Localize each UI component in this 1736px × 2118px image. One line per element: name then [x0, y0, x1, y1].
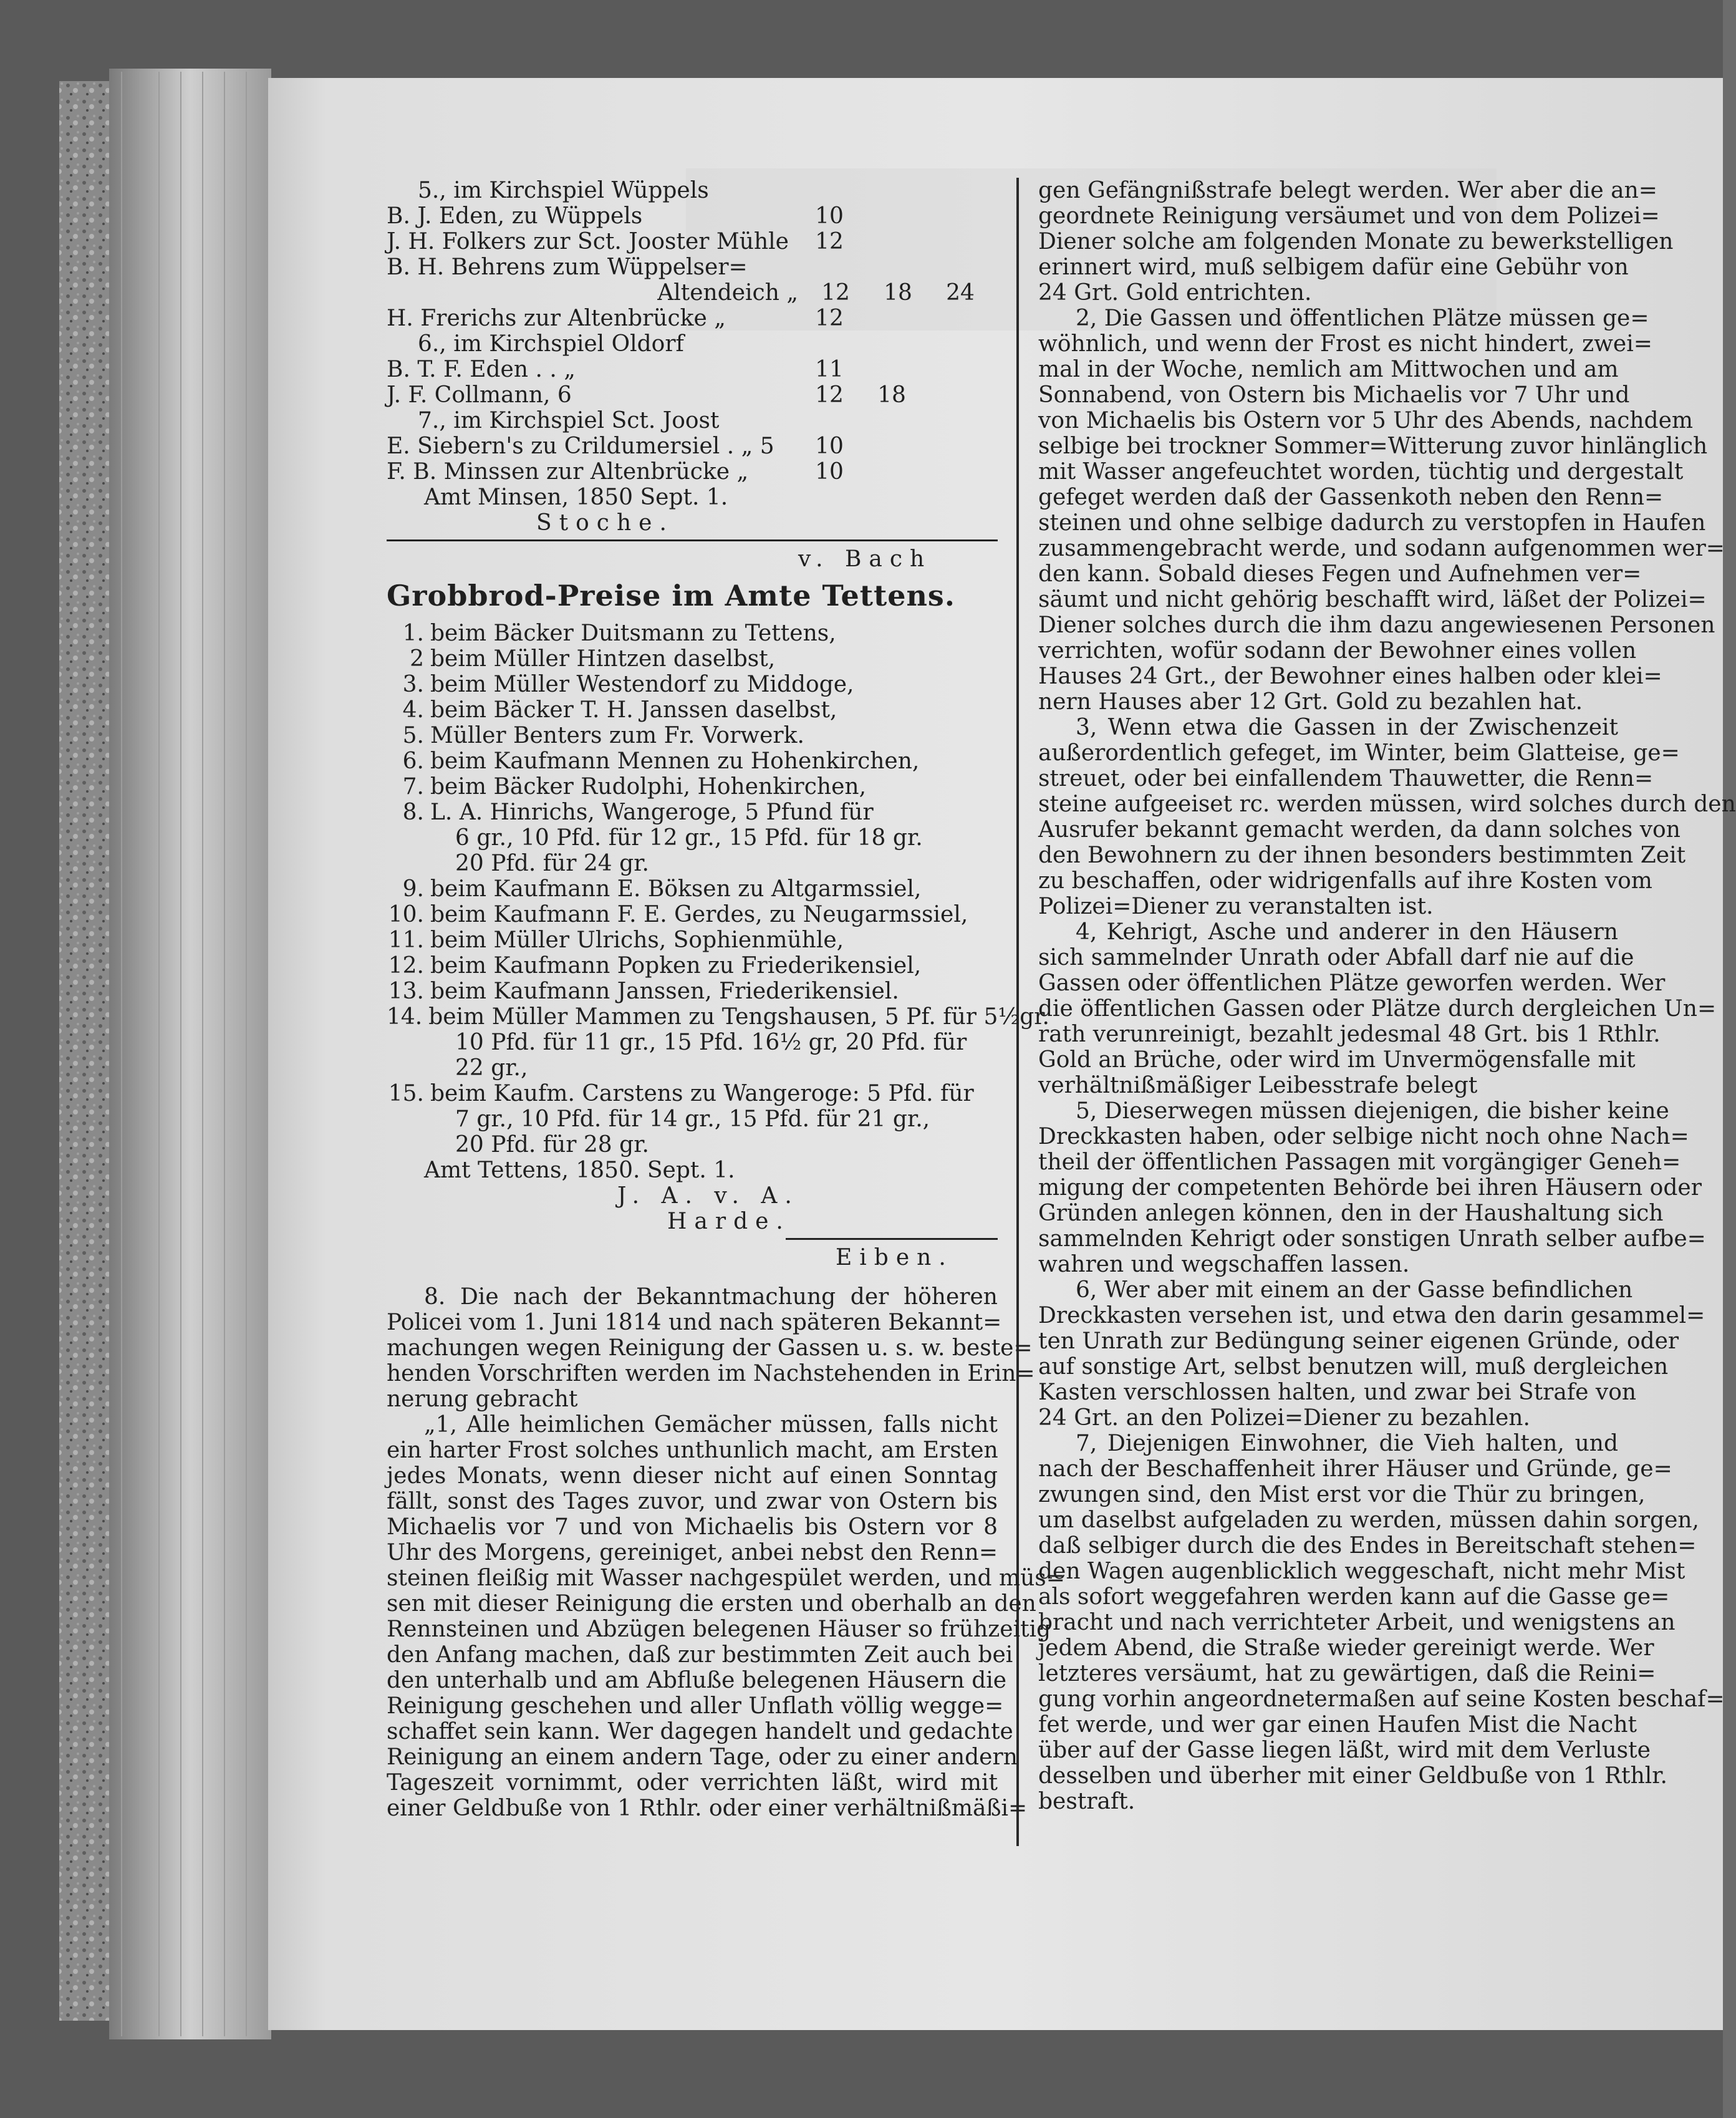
text-line: Gründen anlegen können, den in der Haushaltung sich: [1038, 1201, 1664, 1226]
entry-value: 12: [815, 229, 844, 254]
text-line: Polizei=Diener zu veranstalten ist.: [1038, 894, 1434, 919]
entry-value: [923, 254, 985, 280]
text-line: desselben und überher mit einer Geldbuße von 1 Rthlr.: [1038, 1763, 1667, 1789]
item-number: [387, 1106, 430, 1132]
text-line: den kann. Sobald dieses Fegen und Aufnehmen ver=: [1038, 561, 1642, 587]
list-item: [387, 1055, 998, 1081]
kirchspiel-wueppels: 5., im Kirchspiel Wüppels: [418, 178, 709, 203]
text-line: den Anfang machen, daß zur bestimmten Zeit auch bei: [387, 1642, 1013, 1668]
text-line: theil der öffentlichen Passagen mit vorgängiger Geneh=: [1038, 1149, 1681, 1175]
text-line: Dreckkasten haben, oder selbige nicht noch ohne Nach=: [1038, 1124, 1689, 1149]
text-line: 5, Dieserwegen müssen diejenigen, die bisher keine: [1076, 1098, 1669, 1124]
list-item: [387, 876, 998, 902]
item-number: 1.: [402, 621, 424, 646]
signature-eiben: Eiben.: [836, 1245, 953, 1270]
table-row: [387, 203, 998, 229]
text-line: zusammengebracht werde, und sodann aufgenommen wer=: [1038, 536, 1725, 561]
text-line: Kasten verschlossen halten, und zwar bei Strafe von: [1038, 1380, 1637, 1405]
item-text: beim Müller Westendorf zu Middoge,: [430, 672, 854, 697]
table-row: [387, 306, 998, 331]
list-item: [387, 697, 998, 723]
item-number: 5.: [402, 723, 424, 748]
table-row: [387, 254, 998, 280]
text-line: 24 Grt. Gold entrichten.: [1038, 280, 1312, 306]
text-line: Diener solche am folgenden Monate zu bewerkstelligen: [1038, 229, 1674, 254]
text-line: jedem Abend, die Straße wieder gereinigt werde. Wer: [1038, 1635, 1654, 1661]
text-line: ten Unrath zur Bedüngung seiner eigenen Gründe, oder: [1038, 1328, 1679, 1354]
item-number: 12.: [388, 953, 424, 979]
table-row: [387, 459, 998, 485]
item-text: beim Bäcker T. H. Janssen daselbst,: [430, 697, 837, 723]
item-text: beim Kaufmann E. Böksen zu Altgarmssiel,: [430, 876, 922, 902]
table-b: [387, 357, 998, 408]
list-item: [387, 672, 998, 697]
item-text: beim Kaufmann Popken zu Friederikensiel,: [430, 953, 922, 979]
item-number: 4.: [402, 697, 424, 723]
item-text: 20 Pfd. für 24 gr.: [455, 851, 649, 876]
list-item: [387, 953, 998, 979]
baker-list: [387, 621, 1049, 1158]
text-line: 7, Diejenigen Einwohner, die Vieh halten, und: [1076, 1431, 1618, 1456]
text-line: gung vorhin angeordnetermaßen auf seine Kosten beschaf=: [1038, 1686, 1725, 1712]
text-line: „1, Alle heimlichen Gemächer müssen, falls nicht: [424, 1412, 998, 1438]
text-line: 24 Grt. an den Polizei=Diener zu bezahlen.: [1038, 1405, 1530, 1431]
item-number: 8.: [402, 800, 424, 825]
text-line: Uhr des Morgens, gereiniget, anbei nebst den Renn=: [387, 1540, 998, 1565]
text-line: Diener solches durch die ihm dazu angewiesenen Personen: [1038, 612, 1715, 638]
text-line: streuet, oder bei einfallendem Thauwetter, die Renn=: [1038, 766, 1654, 791]
table-c: [387, 433, 998, 485]
entry-value: [861, 459, 923, 485]
entry-value: [861, 306, 923, 331]
text-line: schaffet sein kann. Wer dagegen handelt und gedachte: [387, 1719, 1013, 1744]
item-number: 7.: [402, 774, 424, 800]
item-text: beim Kaufmann Mennen zu Hohenkirchen,: [430, 748, 920, 774]
item-text: beim Müller Hintzen daselbst,: [430, 646, 776, 672]
entry-value: [923, 382, 985, 408]
text-line: von Michaelis bis Ostern vor 5 Uhr des Abends, nachdem: [1038, 408, 1694, 433]
entry-name: H. Frerichs zur Altenbrücke „: [387, 306, 726, 331]
entry-name: J. H. Folkers zur Sct. Jooster Mühle: [387, 229, 789, 254]
table-row: [387, 357, 998, 382]
list-item: [387, 1132, 998, 1158]
text-line: migung der competenten Behörde bei ihren Häusern oder: [1038, 1175, 1702, 1201]
kirchspiel-oldorf: 6., im Kirchspiel Oldorf: [418, 331, 684, 357]
text-line: über auf der Gasse liegen läßt, wird mit dem Verluste: [1038, 1738, 1651, 1763]
text-line: wöhnlich, und wenn der Frost es nicht hindert, zwei=: [1038, 331, 1652, 357]
entry-value: [861, 357, 923, 382]
text-line: sen mit dieser Reinigung die ersten und oberhalb an den: [387, 1591, 1036, 1617]
rule-eiben: [786, 1238, 998, 1240]
rule-minsen: [387, 539, 998, 541]
text-line: verrichten, wofür sodann der Bewohner eines vollen: [1038, 638, 1637, 664]
text-line: zu beschaffen, oder widrigenfalls auf ihre Kosten vom: [1038, 868, 1652, 894]
entry-value: [861, 203, 923, 229]
text-line: ein harter Frost solches unthunlich macht, am Ersten: [387, 1438, 998, 1463]
entry-value: [923, 433, 985, 459]
entry-name: F. B. Minssen zur Altenbrücke „: [387, 459, 749, 485]
text-line: henden Vorschriften werden im Nachstehenden in Erin=: [387, 1361, 1035, 1386]
entry-name: E. Siebern's zu Crildumersiel . „ 5: [387, 433, 774, 459]
item-text: beim Bäcker Rudolphi, Hohenkirchen,: [430, 774, 867, 800]
list-item: [387, 927, 998, 953]
entry-value: [923, 357, 985, 382]
text-line: steinen und ohne selbige dadurch zu verstopfen in Haufen: [1038, 510, 1706, 536]
entry-name: B. T. F. Eden . . „: [387, 357, 576, 382]
text-line: jedes Monats, wenn dieser nicht auf einen Sonntag: [387, 1463, 998, 1489]
table-row: [387, 382, 998, 408]
text-line: als sofort weggefahren werden kann auf die Gasse ge=: [1038, 1584, 1670, 1610]
item-text: beim Müller Ulrichs, Sophienmühle,: [430, 927, 844, 953]
list-item: [387, 825, 998, 851]
text-line: zwungen sind, den Mist erst vor die Thür zu bringen,: [1038, 1482, 1646, 1507]
item-text: Müller Benters zum Fr. Vorwerk.: [430, 723, 804, 748]
entry-value: 18: [884, 280, 912, 306]
item-number: 13.: [388, 979, 424, 1004]
item-text: beim Kaufmann F. E. Gerdes, zu Neugarmssiel,: [430, 902, 968, 927]
list-item: [387, 621, 998, 646]
text-line: Tageszeit vornimmt, oder verrichten läßt, wird mit: [387, 1770, 998, 1796]
list-item: [387, 1030, 998, 1055]
text-line: nach der Beschaffenheit ihrer Häuser und Gründe, ge=: [1038, 1456, 1672, 1482]
entry-value: [923, 203, 985, 229]
text-line: nern Hauses aber 12 Grt. Gold zu bezahlen hat.: [1038, 689, 1583, 715]
list-item: [387, 723, 998, 748]
text-line: gefeget werden daß der Gassenkoth neben den Renn=: [1038, 485, 1664, 510]
text-line: einer Geldbuße von 1 Rthlr. oder einer verhältnißmäßi=: [387, 1796, 1028, 1821]
text-line: Gold an Brüche, oder wird im Unvermögensfalle mit: [1038, 1047, 1636, 1073]
text-line: Hauses 24 Grt., der Bewohner eines halben oder klei=: [1038, 664, 1662, 689]
signature-stoche: Stoche.: [536, 510, 674, 536]
text-line: Reinigung an einem andern Tage, oder zu einer andern: [387, 1744, 1018, 1770]
right-column: [1038, 178, 1736, 1814]
text-line: den Bewohnern zu der ihnen besonders bestimmten Zeit: [1038, 843, 1686, 868]
entry-value: 10: [815, 203, 844, 229]
entry-value: 18: [877, 382, 906, 408]
text-line: auf sonstige Art, selbst benutzen will, muß dergleichen: [1038, 1354, 1669, 1380]
text-line: gen Gefängnißstrafe belegt werden. Wer aber die an=: [1038, 178, 1657, 203]
text-line: säumt und nicht gehörig beschafft wird, läßet der Polizei=: [1038, 587, 1707, 612]
text-line: Ausrufer bekannt gemacht werden, da dann solches von: [1038, 817, 1681, 843]
item-text: 10 Pfd. für 11 gr., 15 Pfd. 16½ gr, 20 Pfd. für: [455, 1030, 967, 1055]
item-number: 15.: [388, 1081, 424, 1106]
entry-name: Altendeich „: [657, 280, 798, 306]
item-number: [387, 1055, 430, 1081]
entry-value: [861, 229, 923, 254]
item-number: [387, 825, 430, 851]
amt-tettens-date: Amt Tettens, 1850. Sept. 1.: [424, 1158, 735, 1183]
text-line: 2, Die Gassen und öffentlichen Plätze müssen ge=: [1076, 306, 1649, 331]
left-column: [387, 178, 1065, 1821]
entry-value: [923, 306, 985, 331]
item-number: 11.: [388, 927, 424, 953]
item-number: 10.: [388, 902, 424, 927]
text-line: mit Wasser angefeuchtet worden, tüchtig und dergestalt: [1038, 459, 1684, 485]
text-line: den unterhalb und am Abfluße belegenen Häusern die: [387, 1668, 1007, 1693]
item-number: 14.: [387, 1004, 423, 1030]
entry-value: [923, 229, 985, 254]
item-text: 20 Pfd. für 28 gr.: [455, 1132, 649, 1158]
item-number: [387, 1132, 430, 1158]
book-cover-marbled: [59, 81, 109, 2021]
text-line: letzteres versäumt, hat zu gewärtigen, daß die Reini=: [1038, 1661, 1656, 1686]
text-line: bracht und nach verrichteter Arbeit, und wenigstens an: [1038, 1610, 1676, 1635]
list-item: [387, 902, 998, 927]
text-line: um daselbst aufgeladen zu werden, müssen dahin sorgen,: [1038, 1507, 1699, 1533]
text-line: die öffentlichen Gassen oder Plätze durch dergleichen Un=: [1038, 996, 1717, 1022]
entry-name: B. J. Eden, zu Wüppels: [387, 203, 643, 229]
text-line: 4, Kehrigt, Asche und anderer in den Häusern: [1076, 919, 1618, 945]
item-text: 6 gr., 10 Pfd. für 12 gr., 15 Pfd. für 18 gr.: [455, 825, 923, 851]
entry-value: 12: [815, 382, 844, 408]
text-line: 6, Wer aber mit einem an der Gasse befindlichen: [1076, 1277, 1633, 1303]
list-item: [387, 1081, 998, 1106]
entry-value: 12: [815, 306, 844, 331]
item-text: beim Bäcker Duitsmann zu Tettens,: [430, 621, 836, 646]
list-item: [387, 851, 998, 876]
item-number: 2: [410, 646, 424, 672]
text-line: Policei vom 1. Juni 1814 und nach späteren Bekannt=: [387, 1310, 1002, 1335]
paragraph-8: [387, 1284, 1065, 1821]
table-row: [387, 280, 998, 306]
text-line: erinnert wird, muß selbigem dafür eine Gebühr von: [1038, 254, 1629, 280]
text-line: Sonnabend, von Ostern bis Michaelis vor 7 Uhr und: [1038, 382, 1630, 408]
entry-value: [861, 433, 923, 459]
text-line: Rennsteinen und Abzügen belegenen Häuser so frühzeitig: [387, 1617, 1051, 1642]
text-line: sich sammelnder Unrath oder Abfall darf nie auf die: [1038, 945, 1634, 970]
list-item: [387, 1106, 998, 1132]
item-number: 3.: [402, 672, 424, 697]
entry-name: J. F. Collmann, 6: [387, 382, 572, 408]
text-line: Michaelis vor 7 und von Michaelis bis Ostern vor 8: [387, 1514, 998, 1540]
table-row: [387, 433, 998, 459]
text-line: sammelnden Kehrigt oder sonstigen Unrath selber aufbe=: [1038, 1226, 1706, 1252]
text-line: steinen fleißig mit Wasser nachgespület werden, und müs=: [387, 1565, 1065, 1591]
entry-value: 24: [946, 280, 975, 306]
text-line: mal in der Woche, nemlich am Mittwochen und am: [1038, 357, 1619, 382]
text-line: daß selbiger durch die des Endes in Bereitschaft stehen=: [1038, 1533, 1697, 1559]
entry-value: [923, 459, 985, 485]
text-line: Gassen oder öffentlichen Plätze geworfen werden. Wer: [1038, 970, 1666, 996]
text-line: 3, Wenn etwa die Gassen in der Zwischenzeit: [1076, 715, 1618, 740]
signature-v-bach: v. Bach: [798, 546, 932, 572]
entry-value: 12: [821, 280, 850, 306]
list-item: [387, 774, 998, 800]
list-item: [387, 1004, 1049, 1030]
item-number: [387, 851, 430, 876]
amt-minsen-date: Amt Minsen, 1850 Sept. 1.: [424, 485, 728, 510]
signature-harde: Harde.: [667, 1209, 791, 1234]
item-text: beim Müller Mammen zu Tengshausen, 5 Pf. für 5½gr.: [428, 1004, 1049, 1030]
table-a: [387, 203, 998, 331]
text-line: fet werde, und wer gar einen Haufen Mist die Nacht: [1038, 1712, 1637, 1738]
text-line: geordnete Reinigung versäumet und von dem Polizei=: [1038, 203, 1660, 229]
list-item: [387, 800, 998, 825]
text-line: außerordentlich gefeget, im Winter, beim Glatteise, ge=: [1038, 740, 1680, 766]
list-item: [387, 748, 998, 774]
kirchspiel-sct-joost: 7., im Kirchspiel Sct. Joost: [418, 408, 720, 433]
text-line: Dreckkasten versehen ist, und etwa den darin gesammel=: [1038, 1303, 1705, 1328]
item-number: 6.: [402, 748, 424, 774]
entry-value: 10: [815, 459, 844, 485]
text-line: wahren und wegschaffen lassen.: [1038, 1252, 1410, 1277]
text-line: nerung gebracht: [387, 1386, 578, 1412]
text-line: steine aufgeeiset rc. werden müssen, wird solches durch den: [1038, 791, 1736, 817]
text-line: verhältnißmäßiger Leibesstrafe belegt: [1038, 1073, 1478, 1098]
entry-value: 10: [815, 433, 844, 459]
item-text: 7 gr., 10 Pfd. für 14 gr., 15 Pfd. für 21 gr.,: [455, 1106, 930, 1132]
text-line: selbige bei trockner Sommer=Witterung zuvor hinlänglich: [1038, 433, 1708, 459]
entry-value: [798, 254, 861, 280]
section-title-grobbrod: Grobbrod-Preise im Amte Tettens.: [387, 579, 955, 612]
text-line: fällt, sonst des Tages zuvor, und zwar von Ostern bis: [387, 1489, 998, 1514]
item-text: beim Kaufm. Carstens zu Wangeroge: 5 Pfd. für: [430, 1081, 974, 1106]
text-line: 8. Die nach der Bekanntmachung der höheren: [424, 1284, 998, 1310]
item-number: 9.: [402, 876, 424, 902]
text-line: rath verunreinigt, bezahlt jedesmal 48 Grt. bis 1 Rthlr.: [1038, 1022, 1661, 1047]
item-text: beim Kaufmann Janssen, Friederikensiel.: [430, 979, 899, 1004]
right-column-text: [1038, 178, 1736, 1814]
item-text: 22 gr.,: [455, 1055, 528, 1081]
list-item: [387, 979, 998, 1004]
entry-value: [861, 254, 923, 280]
signature-j-a-v-a: J. A. v. A.: [617, 1183, 799, 1209]
item-text: L. A. Hinrichs, Wangeroge, 5 Pfund für: [430, 800, 874, 825]
entry-value: 11: [815, 357, 844, 382]
list-item: [387, 646, 998, 672]
table-row: [387, 229, 998, 254]
text-line: Reinigung geschehen und aller Unflath völlig wegge=: [387, 1693, 1004, 1719]
entry-name: B. H. Behrens zum Wüppelser=: [387, 254, 748, 280]
item-number: [387, 1030, 430, 1055]
text-line: den Wagen augenblicklich weggeschaft, nicht mehr Mist: [1038, 1559, 1685, 1584]
text-line: machungen wegen Reinigung der Gassen u. s. w. beste=: [387, 1335, 1033, 1361]
text-line: bestraft.: [1038, 1789, 1136, 1814]
